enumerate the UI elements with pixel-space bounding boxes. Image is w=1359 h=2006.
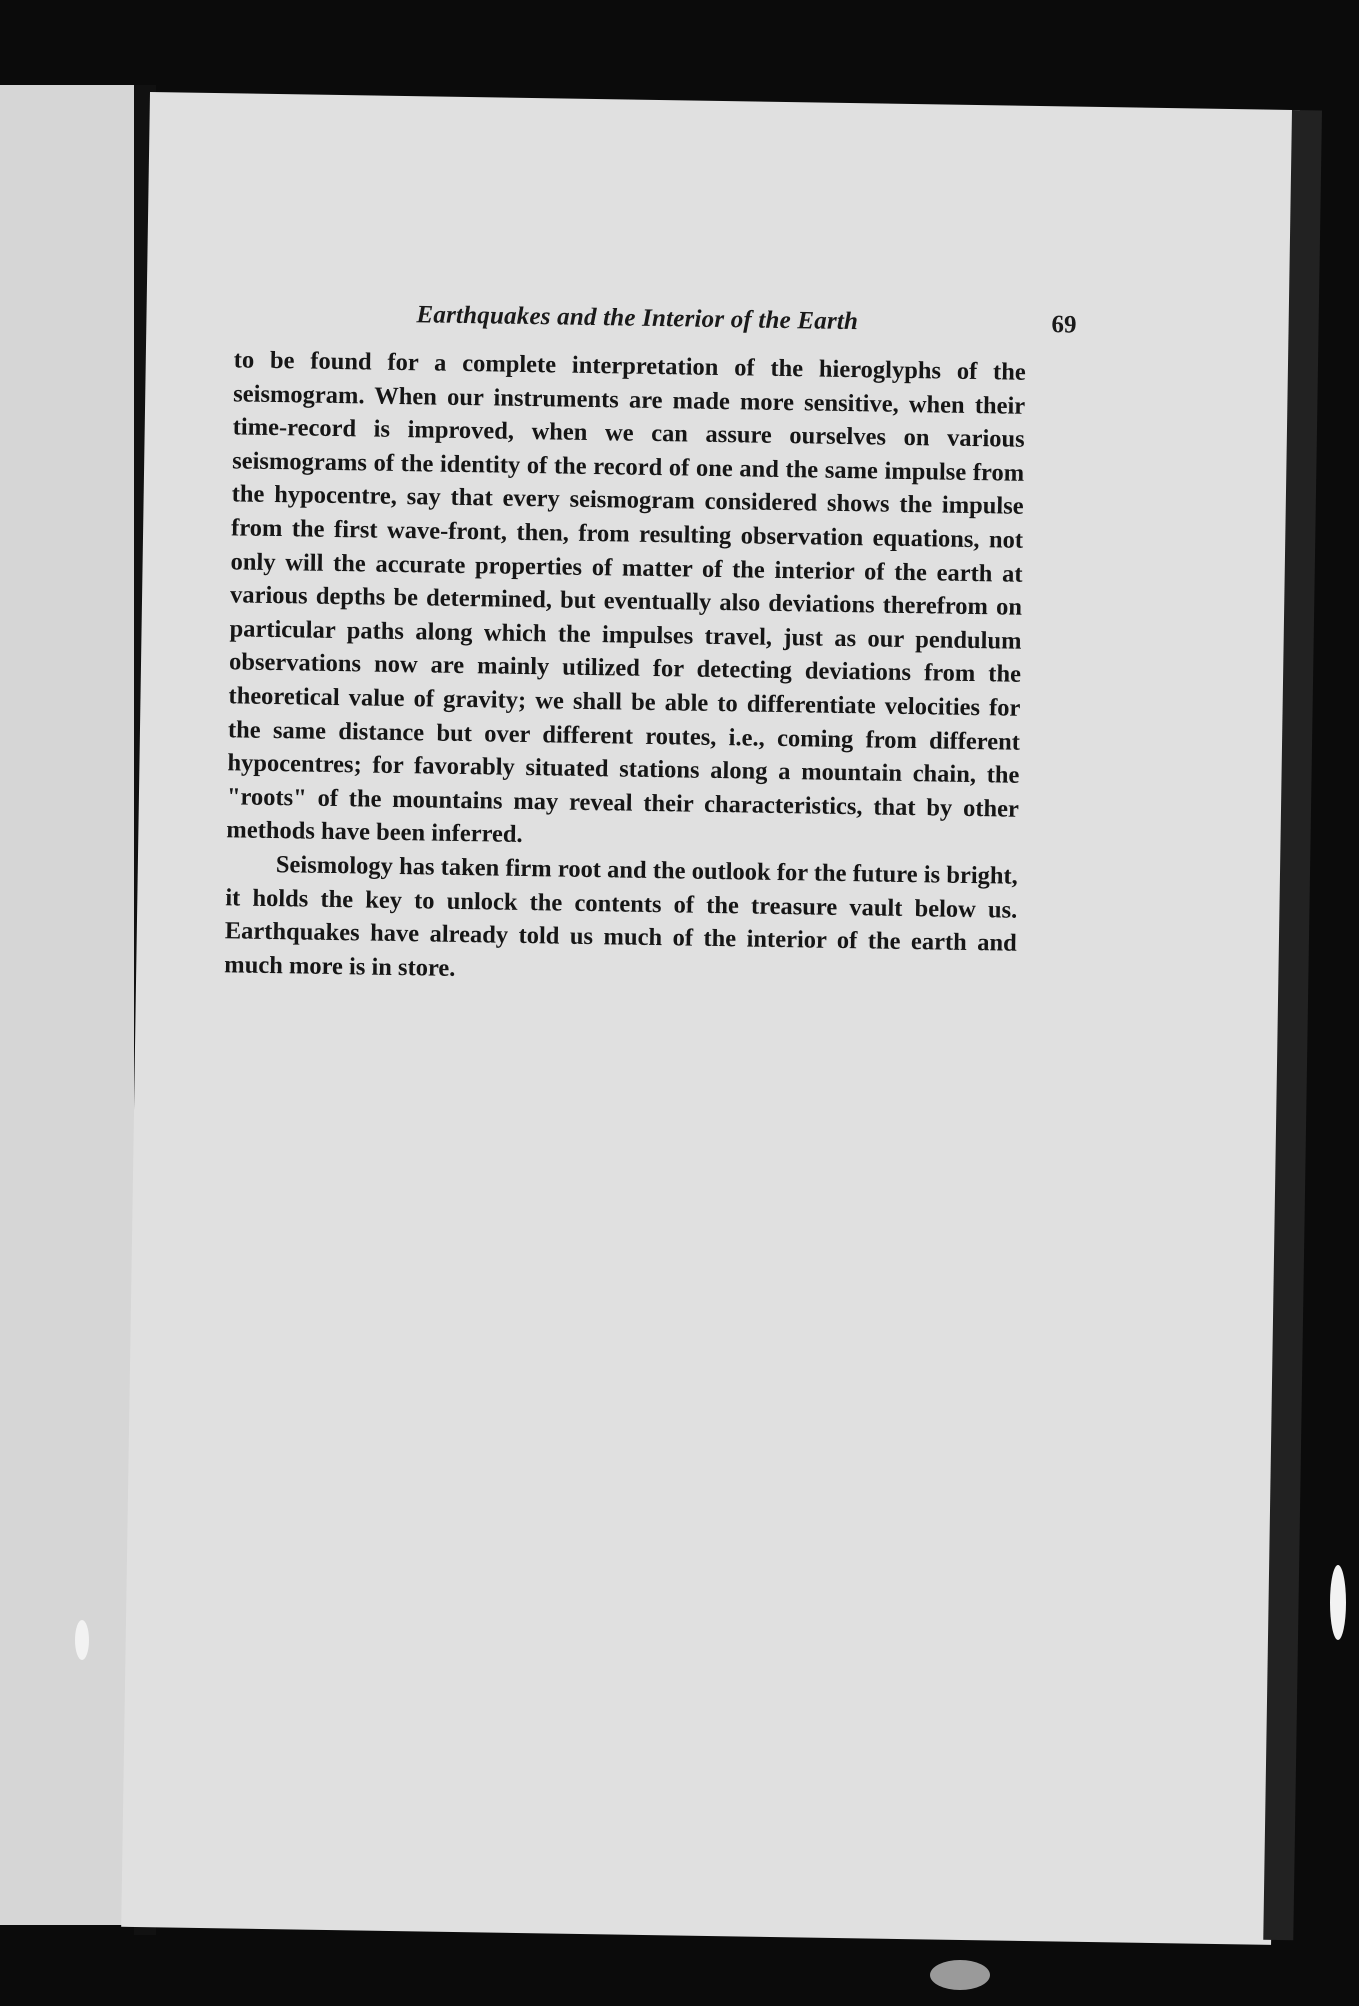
paragraph-1: to be found for a complete interpretation of the hieroglyphs of the seismogram. When our instruments are made more sensitive, when their time-record is improved, when we can assure ourselves on various seismograms of the identity of the record of one and the same impulse from the hypocentre, say that every seismogram considered shows the impulse from the first wave-front, then, from resulting observation equations, not only will the accurate properties of matter of the interior of the earth at various depths be determined, but eventually also deviations therefrom on particular paths along which the impulses travel, just as our pendulum observations now are mainly utilized for detecting deviations from the theoretical value of gravity; we shall be able to differentiate velocities for the same distance but over different routes, i.e., coming from different hypocentres; for favorably situated stations along a mountain chain, the "roots" of the mountains may reveal their characteristics, that by other methods have been inferred. — [226, 346, 1026, 849]
page-header — [416, 301, 1077, 351]
paragraph-2: Seismology has taken firm root and the outlook for the future is bright, it holds the key to unlock the contents of the treasure vault below us. Earthquakes have already told us much of the interior of the earth and much more is in store. — [224, 850, 1019, 982]
scan-speck — [75, 1620, 89, 1660]
page-number: 69 — [1051, 311, 1077, 339]
book-page — [121, 92, 1300, 1945]
body-text — [224, 343, 1026, 994]
scan-speck — [1330, 1565, 1346, 1640]
running-head: Earthquakes and the Interior of the Earth — [416, 301, 859, 336]
facing-page-edge — [0, 85, 134, 1925]
scan-speck — [930, 1960, 990, 1990]
